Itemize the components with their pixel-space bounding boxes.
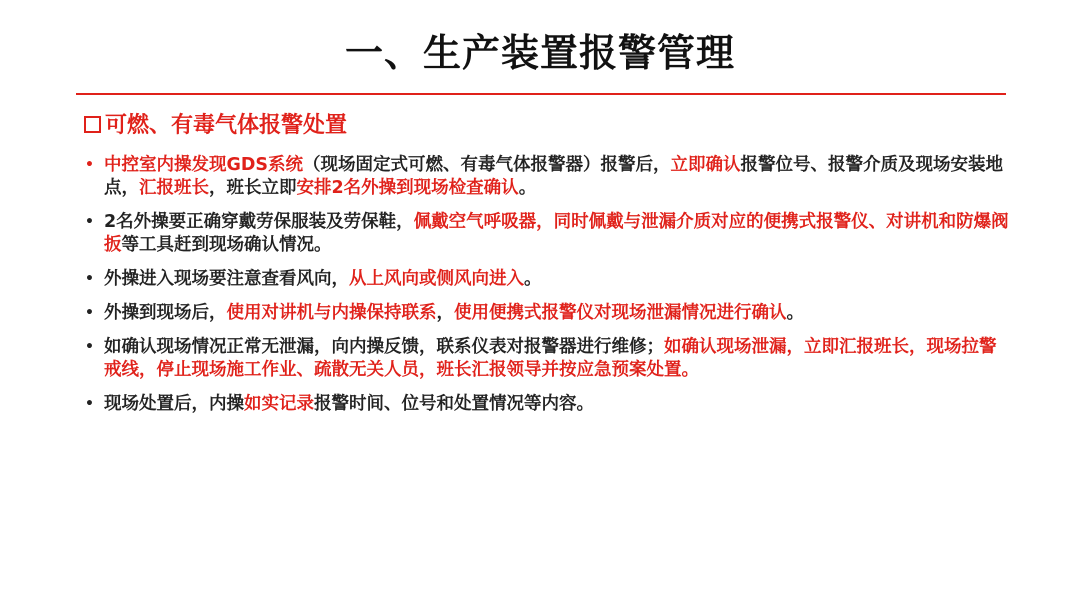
bullet-text-segment: 从上风向或侧风向进入	[349, 269, 524, 289]
bullet-item	[82, 268, 1012, 291]
bullet-text-segment: 如实记录	[244, 394, 314, 414]
bullet-text-segment: 使用便携式报警仪对现场泄漏情况进行确认	[454, 303, 787, 323]
bullet-text-segment: 如确认现场泄漏，立即汇报班长，现场拉警戒线，停止现场施工作业、疏散无关人员，班长汇报领导并按应急预案处置。	[104, 337, 997, 380]
bullet-list	[82, 154, 1012, 427]
page-title: 一、生产装置报警管理	[344, 31, 735, 75]
bullet-text-segment: 中控室内操发现GDS系统	[104, 155, 303, 175]
bullet-text-segment: 2名外操要正确穿戴劳保服装及劳保鞋，	[104, 212, 414, 232]
bullet-text-segment: 。	[524, 269, 542, 289]
bullet-text-segment: 使用对讲机与内操保持联系	[226, 303, 437, 323]
bullet-dot-icon: •	[85, 305, 94, 321]
bullet-text-segment: 外操到现场后，	[104, 303, 227, 323]
bullet-text-segment: 佩戴空气呼吸器，同时佩戴与泄漏介质对应的便携式报警仪、对讲机和防爆阀扳	[104, 212, 1009, 255]
bullet-text-segment: 如确认现场情况正常无泄漏，向内操反馈，联系仪表对报警器进行维修；	[104, 337, 664, 357]
bullet-text-segment: 。	[518, 178, 537, 198]
bullet-text-segment: 现场处置后，内操	[104, 394, 244, 414]
bullet-text-segment: 外操进入现场要注意查看风向，	[104, 269, 349, 289]
section-heading-text: 可燃、有毒气体报警处置	[105, 113, 348, 138]
bullet-text-segment: 报警时间、位号和处置情况等内容。	[314, 394, 594, 414]
bullet-dot-icon: •	[85, 214, 94, 230]
bullet-item	[82, 336, 1012, 382]
bullet-item	[82, 302, 1012, 325]
bullet-item	[82, 154, 1012, 200]
bullet-text-segment: 安排2名外操到现场检查确认	[296, 178, 519, 198]
bullet-dot-icon: •	[85, 271, 94, 287]
section-heading	[84, 108, 347, 139]
title-divider	[76, 93, 1006, 95]
bullet-text-segment: 立即确认	[670, 155, 741, 175]
checkbox-outline-icon	[84, 116, 101, 133]
bullet-text-segment: 汇报班长	[139, 178, 209, 198]
bullet-item	[82, 211, 1012, 257]
bullet-text-segment: ，	[436, 303, 454, 323]
bullet-text-segment: ，班长立即	[209, 178, 297, 198]
bullet-item	[82, 393, 1012, 416]
bullet-dot-icon: •	[85, 339, 94, 355]
bullet-dot-icon: •	[85, 157, 94, 173]
bullet-text-segment: 报警位号、报警介质及现场安装地点，	[104, 155, 1003, 198]
bullet-text-segment: 等工具赶到现场确认情况。	[121, 235, 332, 255]
bullet-text-segment: 。	[786, 303, 804, 323]
bullet-dot-icon: •	[85, 396, 94, 412]
bullet-text-segment: （现场固定式可燃、有毒气体报警器）报警后，	[303, 155, 671, 175]
